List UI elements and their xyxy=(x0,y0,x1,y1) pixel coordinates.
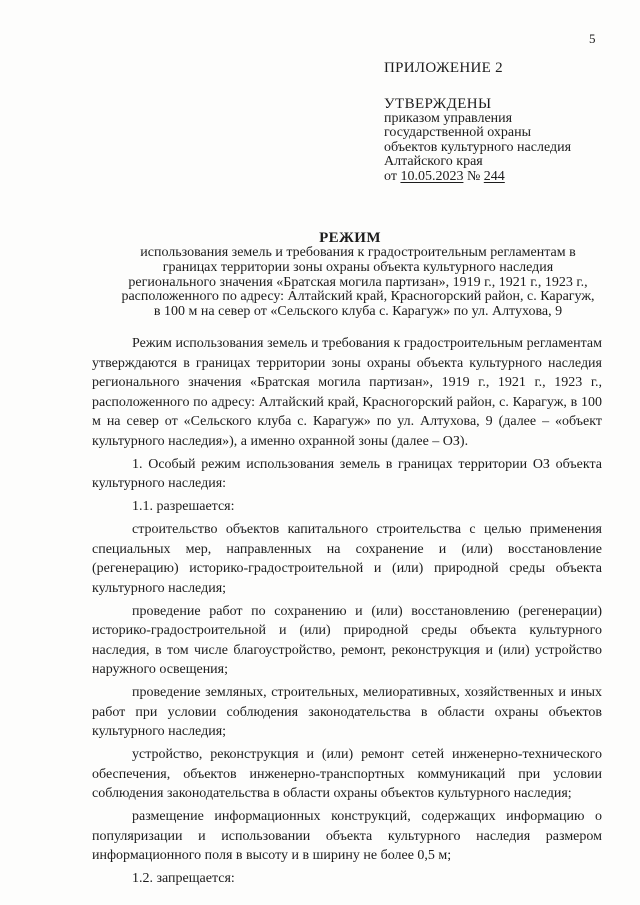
page-number: 5 xyxy=(589,31,596,46)
approval-heading: УТВЕРЖДЕНЫ xyxy=(384,96,492,112)
approval-date: 10.05.2023 xyxy=(400,168,464,184)
appendix-label: ПРИЛОЖЕНИЕ 2 xyxy=(384,60,503,76)
approval-block xyxy=(384,97,571,184)
approval-line: Алтайского края xyxy=(384,154,483,169)
paragraph: проведение земляных, строительных, мелиоративных, хозяйственных и иных работ при условии соблюдения законодательства в области охраны объектов культурного наследия; xyxy=(92,685,602,739)
paragraph: 1. Особый режим использования земель в границах территории ОЗ объекта культурного наследия: xyxy=(92,456,602,491)
paragraph: устройство, реконструкция и (или) ремонт сетей инженерно-технического обеспечения, объектов инженерно-транспортных коммуникаций при условии соблюдения законодательства в области охраны объектов культурного наследия; xyxy=(92,747,602,801)
from-label: от xyxy=(384,168,401,184)
document-title: РЕЖИМ xyxy=(319,230,381,246)
paragraph: 1.1. разрешается: xyxy=(132,499,235,514)
number-sign: № xyxy=(463,168,484,184)
document-body xyxy=(92,334,602,892)
document-subtitle: использования земель и требования к градостроительным регламентам в границах территории зоны охраны объекта культурного наследия регионального значения «Братская могила партизан», 1919 г., 1921 г., 1923 г., расположенного по адресу: Алтайский край, Красногорский район, с. Карагуж, в 100 м на север от «Сельского клуба с. Карагуж» по ул. Алтухова, 9 xyxy=(121,245,595,320)
approval-line: государственной охраны xyxy=(384,125,532,140)
approval-date-line xyxy=(384,170,571,185)
paragraph: 1.2. запрещается: xyxy=(132,871,235,886)
approval-line: приказом управления xyxy=(384,110,513,126)
paragraph: Режим использования земель и требования к градостроительным регламентам утверждаются в границах территории зоны охраны объекта культурного наследия регионального значения «Братская могила партизан», 1919 г., 1921 г., 1923 г., расположенного по адресу: Алтайский край, Красногорский район, с. Карагуж, в 100 м на север от «Сельского клуба с. Карагуж» по ул. Алтухова, 9 (далее – «объект культурного наследия»), а именно охранной зоны (далее – ОЗ). xyxy=(92,336,602,449)
approval-number: 244 xyxy=(483,168,505,184)
paragraph: размещение информационных конструкций, содержащих информацию о популяризации и использовании объекта культурного наследия размером информационного поля в высоту и в ширину не более 0,5 м; xyxy=(92,809,602,863)
approval-line: объектов культурного наследия xyxy=(384,139,572,155)
paragraph: проведение работ по сохранению и (или) восстановлению (регенерации) историко-градостроительной и (или) природной среды объекта культурного наследия, в том числе благоустройство, ремонт, реконструкция и (или) устройство наружного освещения; xyxy=(92,603,602,677)
paragraph: строительство объектов капитального строительства с целью применения специальных мер, направленных на сохранение и (или) восстановление (регенерацию) историко-градостроительной и (или) природной среды объекта культурного наследия; xyxy=(92,522,602,596)
